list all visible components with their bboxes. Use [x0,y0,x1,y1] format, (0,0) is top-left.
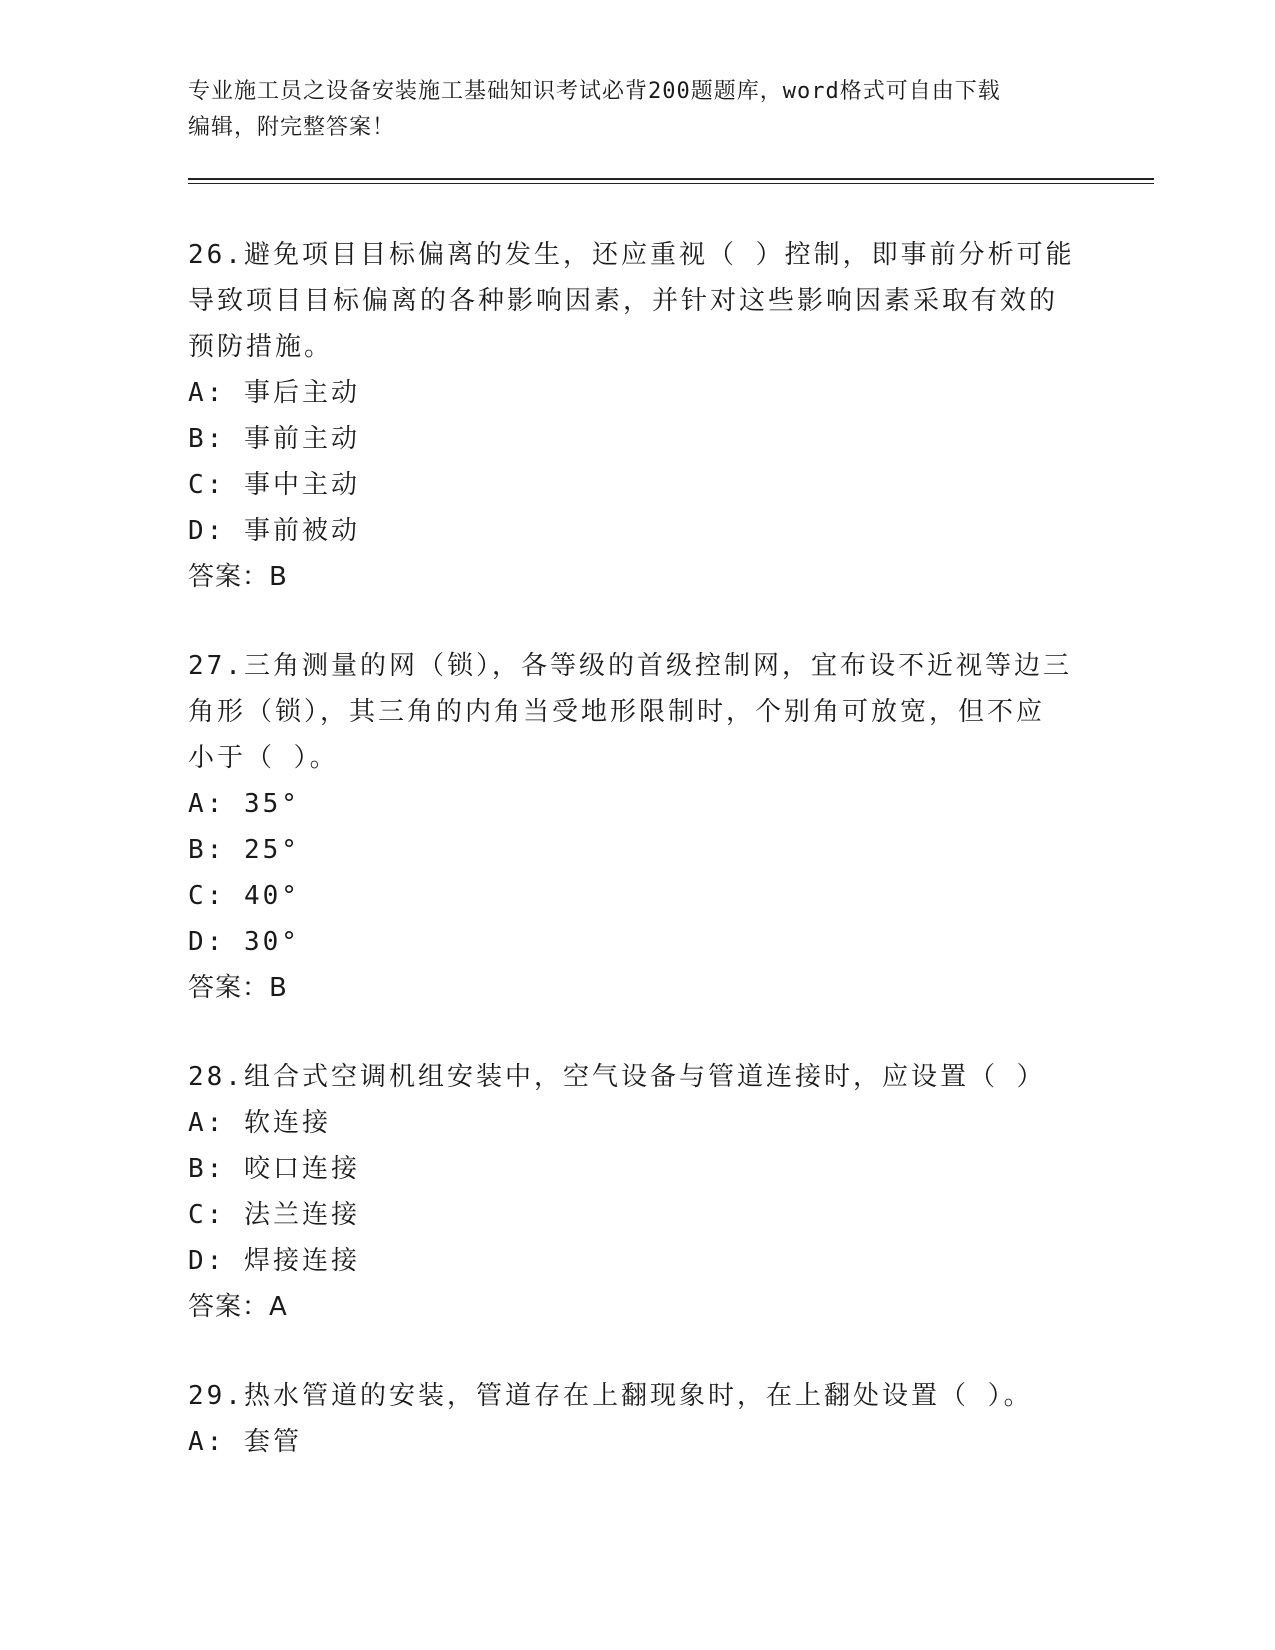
option-a: A: 35° [188,789,300,819]
question-list [188,232,1088,1508]
document-header [188,74,1088,146]
header-line-2: 编辑，附完整答案！ [188,115,396,140]
option-c: C: 事中主动 [188,470,360,500]
question-text-line: 预防措施。 [188,332,334,362]
option-c: C: 40° [188,881,300,911]
answer-label: 答案：A [188,1292,288,1322]
answer-label: 答案：B [188,562,288,592]
option-b: B: 事前主动 [188,424,360,454]
question-26 [188,232,1088,600]
answer-label: 答案：B [188,973,288,1003]
question-text-line: 27.三角测量的网（锁），各等级的首级控制网，宜布设不近视等边三 [188,651,1072,681]
option-b: B: 25° [188,835,300,865]
question-text-line: 导致项目目标偏离的各种影响因素，并针对这些影响因素采取有效的 [188,286,1059,316]
question-28 [188,1054,1088,1330]
question-27 [188,643,1088,1011]
option-a: A: 软连接 [188,1108,331,1138]
option-d: D: 事前被动 [188,516,360,546]
option-a: A: 套管 [188,1427,302,1457]
option-d: D: 30° [188,927,300,957]
question-text-line: 小于（ ）。 [188,743,339,773]
question-text-line: 26.避免项目目标偏离的发生，还应重视（ ）控制，即事前分析可能 [188,240,1075,270]
header-divider-thick [188,178,1154,180]
question-29 [188,1373,1088,1465]
question-text-line: 29.热水管道的安装，管道存在上翻现象时，在上翻处设置（ ）。 [188,1381,1033,1411]
option-a: A: 事后主动 [188,378,360,408]
header-divider-thin [188,183,1154,184]
question-text-line: 角形（锁），其三角的内角当受地形限制时，个别角可放宽，但不应 [188,697,1046,727]
option-c: C: 法兰连接 [188,1200,360,1230]
question-text-line: 28.组合式空调机组安装中，空气设备与管道连接时，应设置（ ） [188,1062,1046,1092]
option-b: B: 咬口连接 [188,1154,360,1184]
header-line-1: 专业施工员之设备安装施工基础知识考试必背200题题库，word格式可自由下载 [188,79,1001,104]
option-d: D: 焊接连接 [188,1246,360,1276]
